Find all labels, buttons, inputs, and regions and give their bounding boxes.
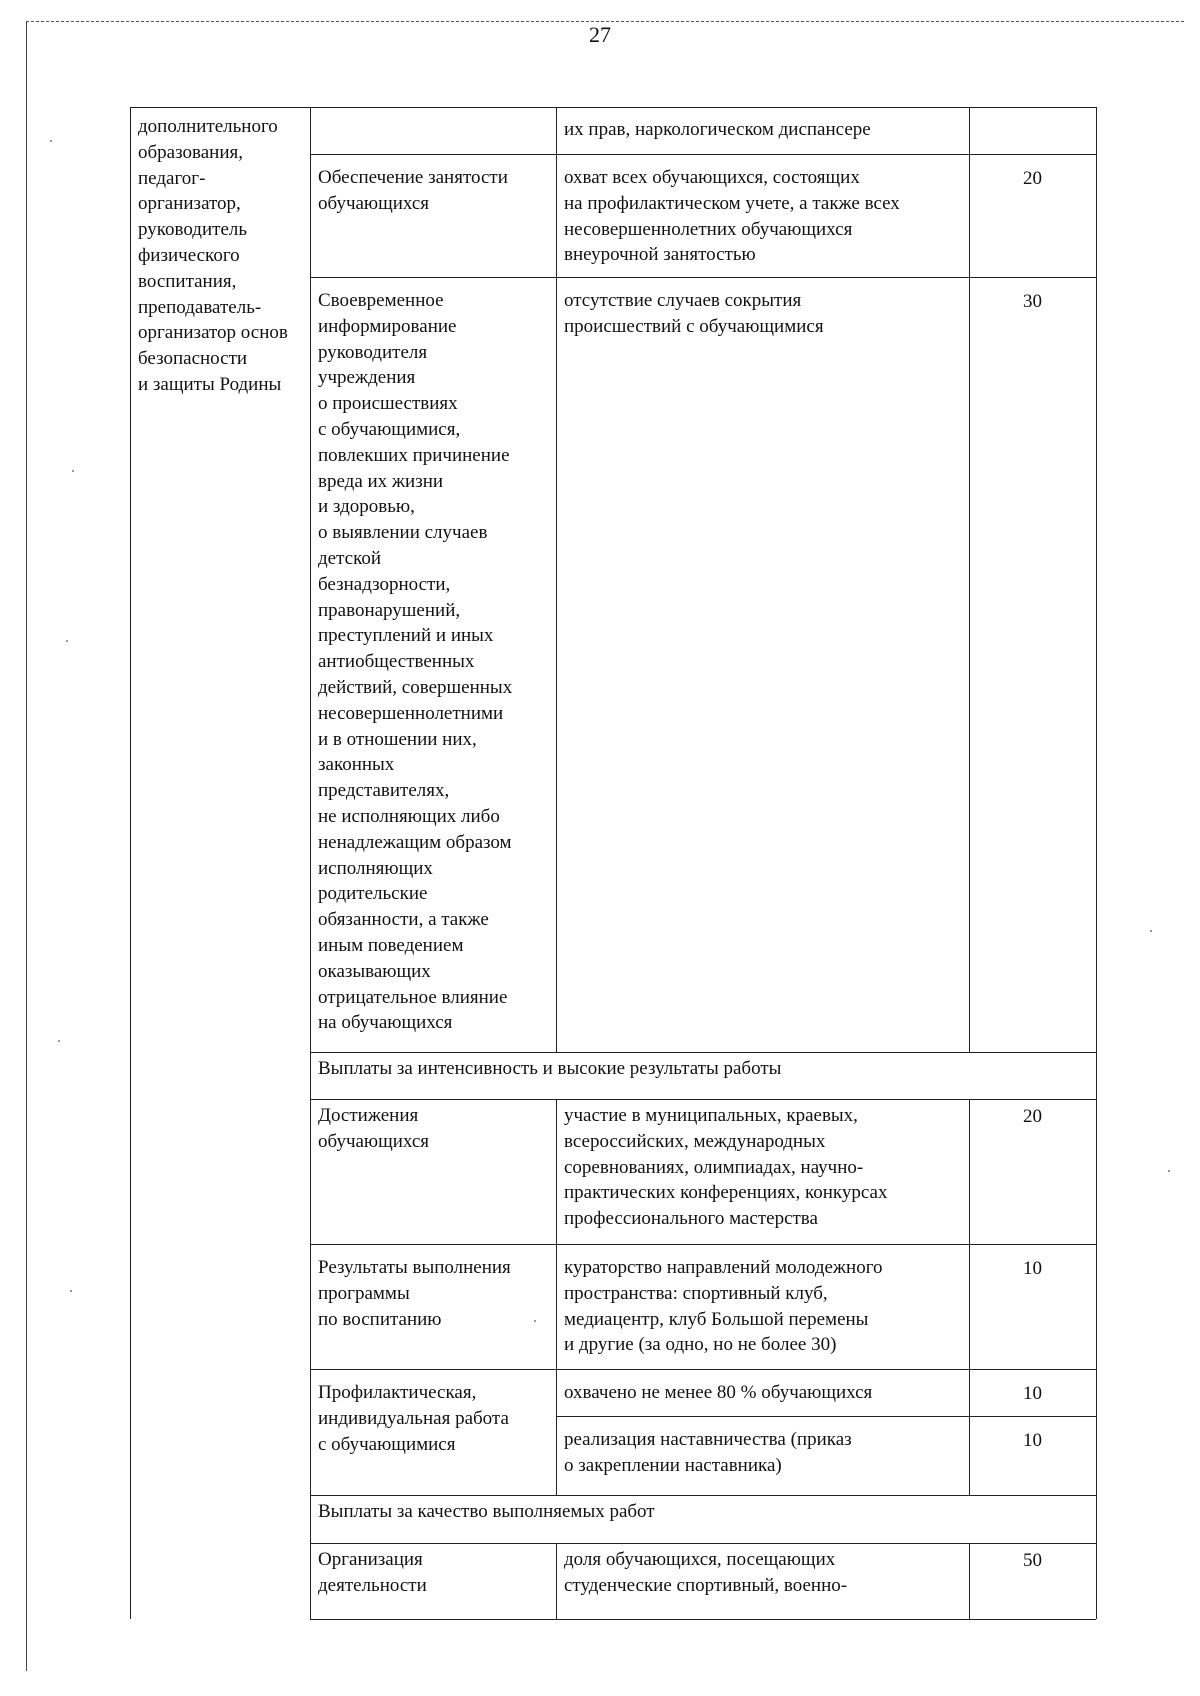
table-col-divider — [556, 1543, 557, 1619]
scan-speck — [66, 640, 68, 642]
table-col-divider — [969, 1099, 970, 1495]
criterion-cell: Достижения обучающихся — [318, 1105, 430, 1152]
table-col-divider — [556, 1099, 557, 1495]
table-row-divider — [310, 1052, 1096, 1053]
points-cell: 50 — [1023, 1550, 1042, 1571]
scan-speck — [1150, 930, 1152, 932]
table-row-divider — [310, 154, 1096, 155]
role-cell: дополнительного образования, педагог- организатор, руководитель физического воспитания, преподаватель- организатор основ безопасности и защиты Родины — [138, 116, 288, 395]
table-border-left — [130, 107, 131, 1619]
points-cell — [969, 113, 1096, 118]
indicator-cell: охват всех обучающихся, состоящих на профилактическом учете, а также всех несовершеннолетних обучающихся внеурочной занятостью — [564, 167, 900, 266]
table-col-divider — [310, 107, 311, 1619]
table-col-divider — [969, 107, 970, 1052]
table-row-divider — [310, 1495, 1096, 1496]
table-col-divider — [556, 107, 557, 1052]
table-row-divider — [310, 1543, 1096, 1544]
indicator-cell: отсутствие случаев сокрытия происшествий с обучающимися — [564, 290, 824, 337]
indicator-cell: реализация наставничества (приказ о закреплении наставника) — [564, 1429, 852, 1476]
scan-speck — [72, 470, 74, 472]
criterion-cell — [310, 113, 556, 117]
table-border-right — [1096, 107, 1097, 1619]
points-cell: 30 — [1023, 291, 1042, 312]
table-row-divider — [310, 277, 1096, 278]
points-cell: 10 — [1023, 1383, 1042, 1404]
criterion-cell: Обеспечение занятости обучающихся — [318, 167, 508, 214]
points-cell: 20 — [1023, 1106, 1042, 1127]
table-row-divider — [310, 1244, 1096, 1245]
indicator-cell: участие в муниципальных, краевых, всероссийских, международных соревнованиях, олимпиадах, научно- практических конференциях, конкурсах профессионального мастерства — [564, 1105, 888, 1230]
criterion-cell: Своевременное информирование руководителя учреждения о происшествиях с обучающимися, повлекших причинение вреда их жизни и здоровью, о выявлении случаев детской безнадзорности, правонарушений, преступлений и иных антиобщественных действий, совершенных несовершеннолетними и в отношении них, законных представителях, не исполняющих либо ненадлежащим образом исполняющих родительские обязанности, а также иным поведением оказывающих отрицательное влияние на обучающихся — [318, 290, 513, 1034]
scan-border-left — [26, 21, 27, 1671]
points-cell: 20 — [1023, 168, 1042, 189]
table-row-divider — [310, 1099, 1096, 1100]
indicator-cell: охвачено не менее 80 % обучающихся — [564, 1382, 873, 1403]
scan-speck — [70, 1290, 72, 1292]
table-row-divider — [556, 1416, 1096, 1417]
table-border-top — [130, 107, 1096, 108]
scan-speck — [1168, 1170, 1170, 1172]
table-border-bottom — [310, 1619, 1096, 1620]
indicator-cell: доля обучающихся, посещающих студенческие спортивный, военно- — [564, 1549, 848, 1596]
scan-speck — [534, 1320, 536, 1322]
points-cell: 10 — [1023, 1258, 1042, 1279]
table-row-divider — [310, 1369, 1096, 1370]
criterion-cell: Профилактическая, индивидуальная работа с обучающимися — [318, 1382, 509, 1455]
table-col-divider — [969, 1543, 970, 1619]
section-heading: Выплаты за интенсивность и высокие результаты работы — [318, 1058, 782, 1079]
page-number: 27 — [589, 22, 611, 47]
criterion-cell: Организация деятельности — [318, 1549, 427, 1596]
scan-speck — [50, 140, 52, 142]
section-heading: Выплаты за качество выполняемых работ — [318, 1501, 655, 1522]
points-cell: 10 — [1023, 1430, 1042, 1451]
indicator-cell: их прав, наркологическом диспансере — [564, 119, 871, 140]
scan-speck — [58, 1040, 60, 1042]
criterion-cell: Результаты выполнения программы по воспитанию — [318, 1257, 511, 1330]
indicator-cell: кураторство направлений молодежного пространства: спортивный клуб, медиацентр, клуб Большой перемены и другие (за одно, но не более 30) — [564, 1257, 883, 1356]
